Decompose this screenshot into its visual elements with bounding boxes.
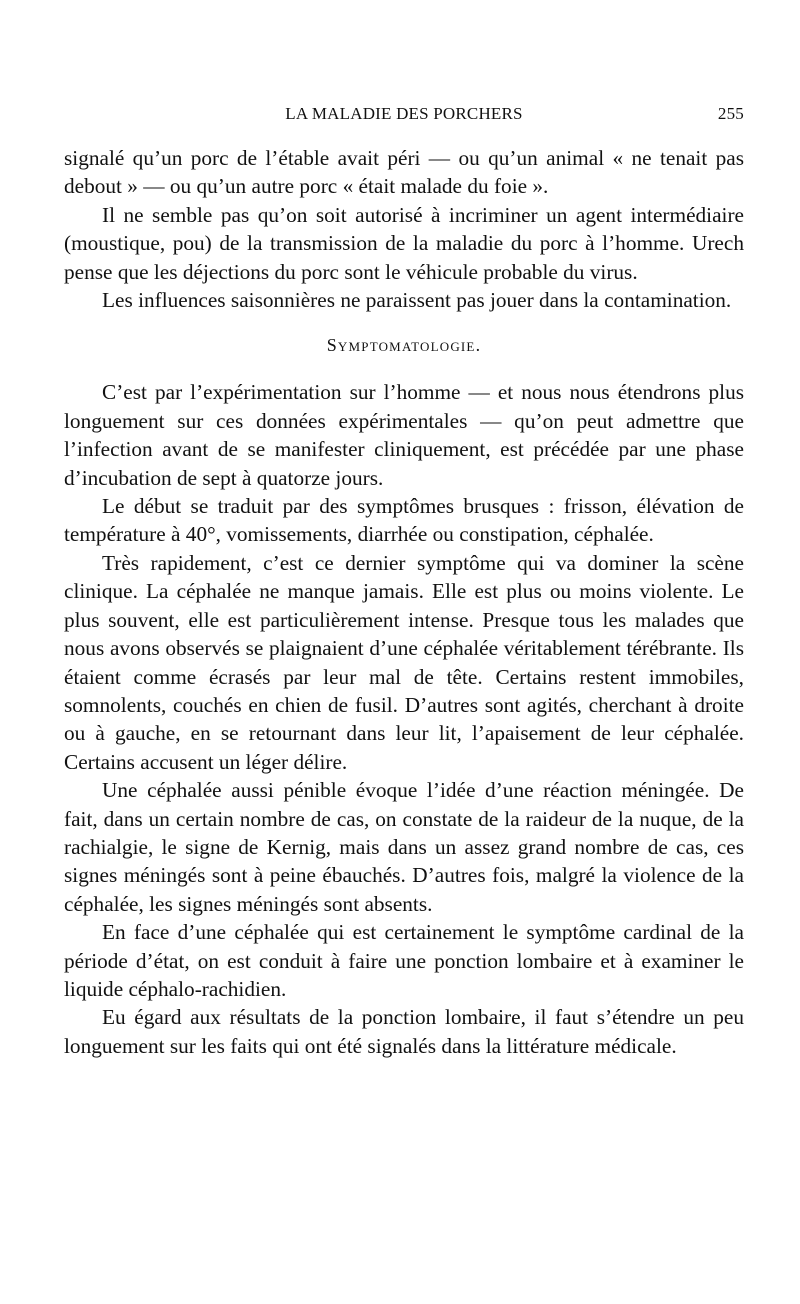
section-heading: Symptomatologie. [326, 335, 482, 356]
paragraph-continued: signalé qu’un porc de l’étable avait péri — ou qu’un animal « ne tenait pas debout » — ou qu’un autre porc « était malade du foie ». [64, 146, 744, 199]
paragraph: Les influences saisonnières ne paraissent pas jouer dans la contamination. [102, 288, 732, 313]
paragraph: Très rapidement, c’est ce dernier symptôme qui va dominer la scène clinique. La céphalée ne manque jamais. Elle est plus ou moins violente. Le plus souvent, elle est particulièrement intense. Presque tous les malades que nous avons observés se plaignaient d’une céphalée véritablement térébrante. Ils étaient comme écrasés par leur mal de tête. Certains restent immobiles, somnolents, couchés en chien de fusil. D’autres sont agités, cherchant à droite ou à gauche, en se retournant dans leur lit, l’apaisement de leur céphalée. Certains accusent un léger délire. [64, 550, 744, 774]
paragraph: Une céphalée aussi pénible évoque l’idée d’une réaction méningée. De fait, dans un certain nombre de cas, on constate de la raideur de la nuque, de la rachialgie, le signe de Kernig, mais dans un assez grand nombre de cas, ces signes méningés sont à peine ébauchés. D’autres fois, malgré la violence de la céphalée, les signes méningés sont absents. [64, 778, 744, 916]
page-number: 255 [717, 104, 744, 123]
paragraph: Le début se traduit par des symptômes brusques : frisson, élévation de température à 40°, vomissements, diarrhée ou constipation, céphalée. [64, 494, 744, 547]
running-title: LA MALADIE DES PORCHERS [285, 104, 523, 123]
body-text [64, 144, 744, 1060]
paragraph: Il ne semble pas qu’on soit autorisé à incriminer un agent intermédiaire (moustique, pou) de la transmission de la maladie du porc à l’homme. Urech pense que les déjections du porc sont le véhicule probable du virus. [64, 202, 744, 284]
paragraph: En face d’une céphalée qui est certainement le symptôme cardinal de la période d’état, on est conduit à faire une ponction lombaire et à examiner le liquide céphalo-rachidien. [64, 920, 744, 1001]
running-header [64, 104, 744, 128]
paragraph: Eu égard aux résultats de la ponction lombaire, il faut s’étendre un peu longuement sur les faits qui ont été signalés dans la littérature médicale. [64, 1005, 744, 1058]
paragraph: C’est par l’expérimentation sur l’homme — et nous nous étendrons plus longuement sur ces données expérimentales — qu’on peut admettre que l’infection avant de se manifester cliniquement, est précédée par une phase d’incubation de sept à quatorze jours. [64, 380, 744, 490]
